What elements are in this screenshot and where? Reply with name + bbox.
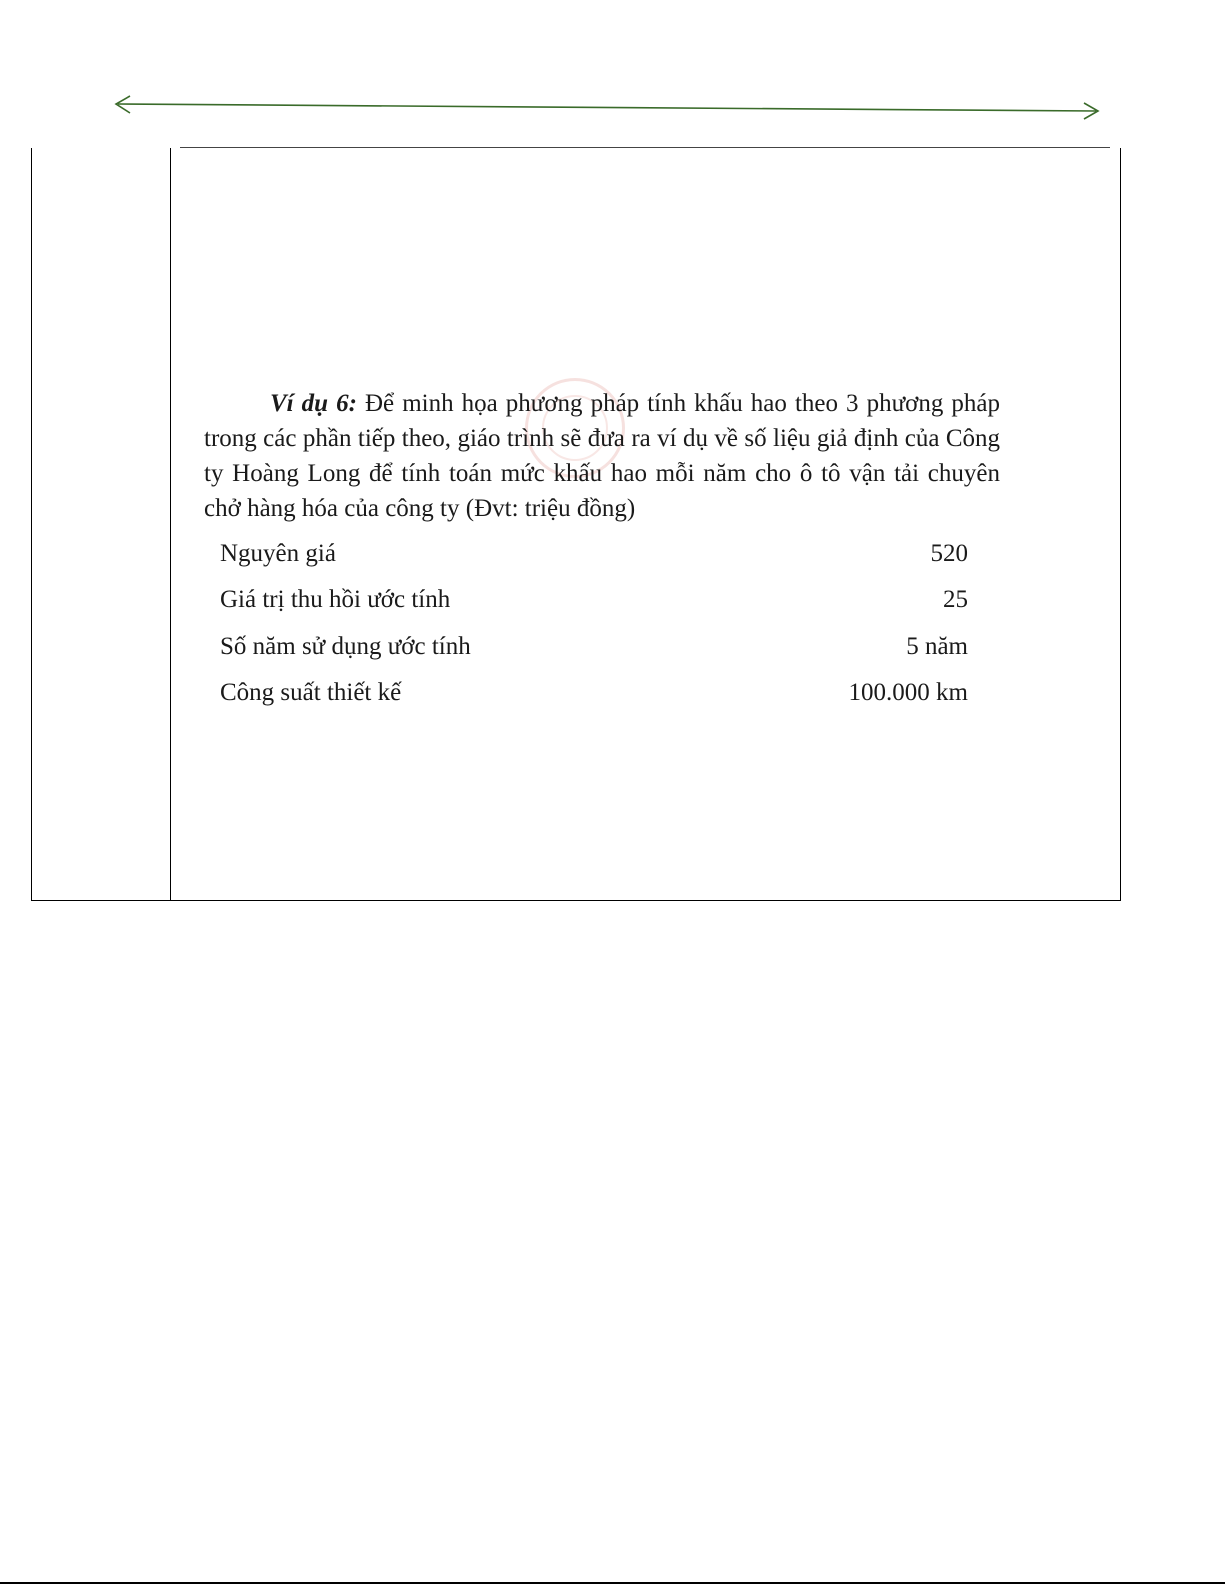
row-value: 520 xyxy=(930,540,968,567)
data-row-useful-life xyxy=(220,629,968,665)
row-label: Số năm sử dụng ước tính xyxy=(220,633,471,660)
row-value: 5 năm xyxy=(906,633,968,660)
data-row-original-cost xyxy=(220,536,968,572)
example-paragraph xyxy=(204,386,1000,526)
table-border-left xyxy=(31,148,32,900)
table-border-bottom xyxy=(31,900,1121,901)
page-bottom-border xyxy=(0,1582,1225,1584)
example-label: Ví dụ 6: xyxy=(270,390,357,417)
table-border-right xyxy=(1120,148,1121,900)
row-label: Nguyên giá xyxy=(220,540,336,567)
data-row-salvage-value xyxy=(220,582,968,618)
row-value: 100.000 km xyxy=(848,679,968,706)
row-label: Giá trị thu hồi ước tính xyxy=(220,586,451,613)
example-text: Để minh họa phương pháp tính khấu hao theo 3 phương pháp trong các phần tiếp theo, giáo trình sẽ đưa ra ví dụ về số liệu giả định của Công ty Hoàng Long để tính toán mức khấu hao mỗi năm cho ô tô vận tải chuyên chở hàng hóa của công ty (Đvt: triệu đồng) xyxy=(204,390,1000,522)
table-column-divider xyxy=(170,148,171,900)
data-row-design-capacity xyxy=(220,675,968,711)
row-label: Công suất thiết kế xyxy=(220,679,402,706)
row-value: 25 xyxy=(943,586,968,613)
double-arrow-line xyxy=(0,0,1225,140)
image-top-border xyxy=(180,147,1110,148)
